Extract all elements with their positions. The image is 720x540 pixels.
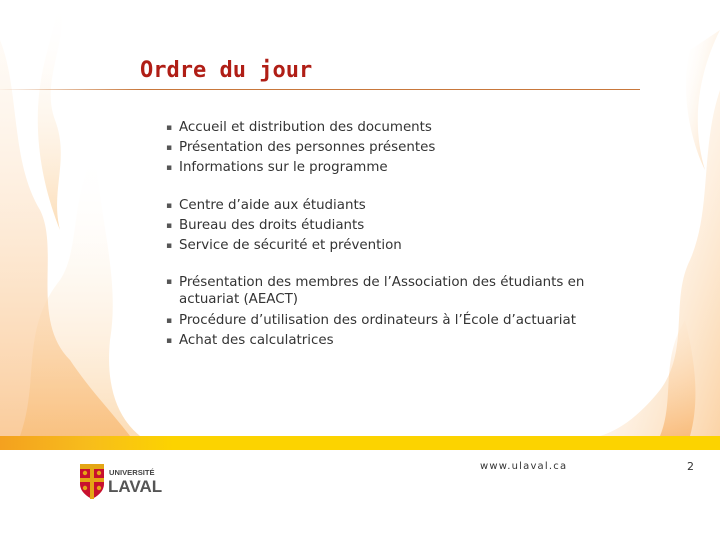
bullet-icon: ▪ xyxy=(166,123,173,133)
list-item-text: Achat des calculatrices xyxy=(179,333,334,348)
list-item xyxy=(166,236,636,256)
agenda-group-1 xyxy=(166,118,636,178)
logo-line-1: UNIVERSITÉ xyxy=(109,468,155,477)
agenda-group-3 xyxy=(166,274,636,351)
page-number: 2 xyxy=(687,460,694,473)
list-item xyxy=(166,274,636,308)
bullet-icon: ▪ xyxy=(166,143,173,153)
list-item xyxy=(166,311,636,331)
bullet-icon: ▪ xyxy=(166,241,173,251)
footer-url[interactable]: www.ulaval.ca xyxy=(480,461,568,472)
bullet-icon: ▪ xyxy=(166,277,173,287)
slide-title: Ordre du jour xyxy=(140,58,313,83)
bullet-icon: ▪ xyxy=(166,221,173,231)
list-item-text: Centre d’aide aux étudiants xyxy=(179,198,366,213)
list-item xyxy=(166,138,636,158)
list-item-text: Service de sécurité et prévention xyxy=(179,238,402,253)
bullet-icon: ▪ xyxy=(166,201,173,211)
list-item-text: Présentation des membres de l’Association des étudiants en actuariat (AEACT) xyxy=(179,275,585,307)
bullet-icon: ▪ xyxy=(166,336,173,346)
list-item-text: Bureau des droits étudiants xyxy=(179,218,365,233)
list-item xyxy=(166,158,636,178)
list-item xyxy=(166,118,636,138)
list-item xyxy=(166,216,636,236)
agenda-list xyxy=(166,118,636,369)
logo-line-2: LAVAL xyxy=(108,477,163,496)
list-item-text: Procédure d’utilisation des ordinateurs à l’École d’actuariat xyxy=(179,313,576,328)
bullet-icon: ▪ xyxy=(166,163,173,173)
shield-icon xyxy=(80,464,104,499)
list-item xyxy=(166,196,636,216)
bullet-icon: ▪ xyxy=(166,316,173,326)
footer-accent-bar xyxy=(0,436,720,450)
title-divider xyxy=(0,89,640,90)
list-item-text: Informations sur le programme xyxy=(179,160,388,175)
list-item xyxy=(166,331,636,351)
agenda-group-2 xyxy=(166,196,636,256)
list-item-text: Accueil et distribution des documents xyxy=(179,120,432,135)
list-item-text: Présentation des personnes présentes xyxy=(179,140,436,155)
universite-laval-logo xyxy=(78,462,168,500)
